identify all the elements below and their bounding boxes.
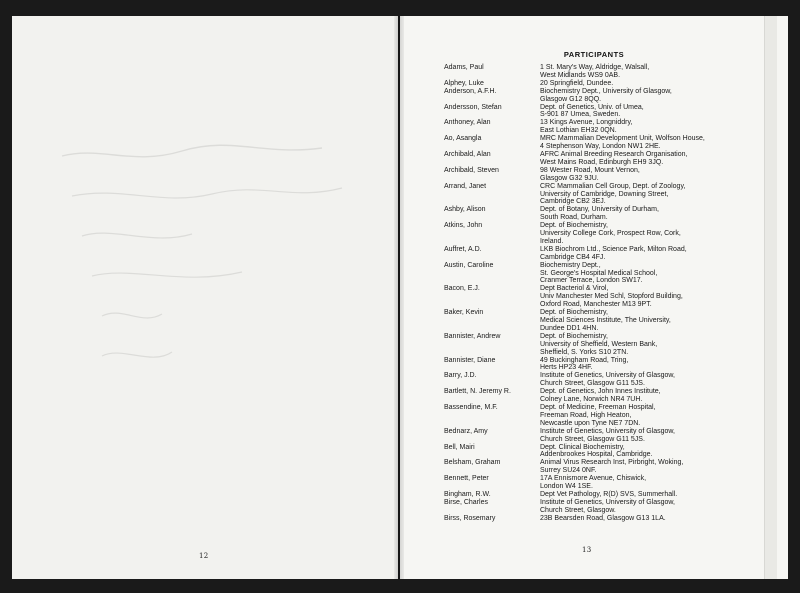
address-line: University of Cambridge, Downing Street, xyxy=(540,190,669,198)
participant-row xyxy=(444,309,754,333)
address-line: Dept. of Biochemistry, xyxy=(540,332,608,340)
participant-row xyxy=(444,499,754,515)
participant-row xyxy=(444,262,754,286)
address-line: S-901 87 Umea, Sweden. xyxy=(540,111,621,119)
participant-row xyxy=(444,222,754,246)
address-line: Glasgow G12 8QQ. xyxy=(540,95,602,103)
participant-address xyxy=(540,104,754,120)
address-line: Biochemistry Dept., University of Glasgow, xyxy=(540,87,672,95)
participant-row xyxy=(444,428,754,444)
participant-address xyxy=(540,262,754,286)
address-line: St. George's Hospital Medical School, xyxy=(540,269,658,277)
book-gutter xyxy=(394,16,404,579)
address-line: University of Sheffield, Western Bank, xyxy=(540,340,658,348)
address-line: Ireland. xyxy=(540,237,564,245)
participant-name: Belsham, Graham xyxy=(444,459,501,467)
address-line: Church Street, Glasgow. xyxy=(540,506,616,514)
participant-row xyxy=(444,285,754,309)
address-line: Herts HP23 4HF. xyxy=(540,364,593,372)
participant-row xyxy=(444,515,754,523)
address-line: CRC Mammalian Cell Group, Dept. of Zoology, xyxy=(540,182,686,190)
participant-name: Barry, J.D. xyxy=(444,372,477,380)
participant-address xyxy=(540,357,754,373)
address-line: Dept. of Biochemistry, xyxy=(540,222,608,230)
participant-name: Andersson, Stefan xyxy=(444,103,502,111)
address-line: 1 St. Mary's Way, Aldridge, Walsall, xyxy=(540,64,650,71)
participant-name: Birse, Charles xyxy=(444,498,488,506)
participant-address xyxy=(540,167,754,183)
address-line: West Midlands WS9 0AB. xyxy=(540,71,621,79)
address-line: Freeman Road, High Heaton, xyxy=(540,411,632,419)
address-line: Dept. of Genetics, Univ. of Umea, xyxy=(540,103,644,111)
address-line: Cambridge CB2 3EJ. xyxy=(540,198,606,206)
address-line: East Lothian EH32 0QN. xyxy=(540,127,617,135)
participant-row xyxy=(444,444,754,460)
book-spread xyxy=(12,16,788,579)
address-line: Dept. of Genetics, John Innes Institute, xyxy=(540,388,661,396)
address-line: 98 Wester Road, Mount Vernon, xyxy=(540,166,640,174)
address-line: West Mains Road, Edinburgh EH9 3JQ. xyxy=(540,158,664,166)
page-number-left: 12 xyxy=(199,552,209,560)
address-line: Medical Sciences Institute, The University, xyxy=(540,317,671,324)
participant-address xyxy=(540,499,754,515)
participant-address xyxy=(540,491,754,499)
address-line: Dundee DD1 4HN. xyxy=(540,324,599,332)
address-line: AFRC Animal Breeding Research Organisation, xyxy=(540,150,688,158)
participant-row xyxy=(444,491,754,499)
participant-name: Archibald, Steven xyxy=(444,166,499,174)
address-line: Cranmer Terrace, London SW17. xyxy=(540,277,643,285)
participant-address xyxy=(540,444,754,460)
participants-list xyxy=(444,64,754,523)
address-line: Institute of Genetics, University of Glasgow, xyxy=(540,427,676,435)
participant-name: Adams, Paul xyxy=(444,64,484,71)
participant-name: Birss, Rosemary xyxy=(444,514,496,522)
participant-row xyxy=(444,388,754,404)
address-line: Dept Bacteriol & Virol, xyxy=(540,285,609,293)
participant-name: Bingham, R.W. xyxy=(444,490,491,498)
participant-row xyxy=(444,119,754,135)
participant-address xyxy=(540,135,754,151)
participant-address xyxy=(540,206,754,222)
address-line: 13 Kings Avenue, Longniddry, xyxy=(540,119,633,127)
participant-row xyxy=(444,475,754,491)
participant-row xyxy=(444,135,754,151)
participant-address xyxy=(540,388,754,404)
participant-row xyxy=(444,333,754,357)
participant-name: Bednarz, Amy xyxy=(444,427,488,435)
address-line: MRC Mammalian Development Unit, Wolfson House, xyxy=(540,135,705,143)
participant-name: Ashby, Alison xyxy=(444,206,486,214)
address-line: London W4 1SE. xyxy=(540,483,593,491)
address-line: Oxford Road, Manchester M13 9PT. xyxy=(540,301,652,309)
page-edge xyxy=(764,16,777,579)
participant-name: Bassendine, M.F. xyxy=(444,403,498,411)
address-line: Addenbrookes Hospital, Cambridge. xyxy=(540,451,653,459)
participant-name: Archibald, Alan xyxy=(444,150,491,158)
address-line: Biochemistry Dept., xyxy=(540,261,601,269)
participant-row xyxy=(444,459,754,475)
participant-name: Anderson, A.F.H. xyxy=(444,87,497,95)
participant-name: Bennett, Peter xyxy=(444,475,489,483)
participant-address xyxy=(540,246,754,262)
participant-address xyxy=(540,88,754,104)
address-line: Glasgow G32 9JU. xyxy=(540,174,599,182)
participant-address xyxy=(540,80,754,88)
address-line: Institute of Genetics, University of Glasgow, xyxy=(540,372,676,380)
participant-row xyxy=(444,104,754,120)
participant-row xyxy=(444,357,754,373)
participant-row xyxy=(444,167,754,183)
participant-address xyxy=(540,372,754,388)
address-line: Church Street, Glasgow G11 5JS. xyxy=(540,380,645,388)
participant-row xyxy=(444,80,754,88)
participant-name: Arrand, Janet xyxy=(444,182,487,190)
address-line: Dept. of Medicine, Freeman Hospital, xyxy=(540,403,656,411)
address-line: Cambridge CB4 4FJ. xyxy=(540,253,606,261)
participant-name: Bacon, E.J. xyxy=(444,285,480,293)
address-line: Sheffield, S. Yorks S10 2TN. xyxy=(540,348,629,356)
page-number-right: 13 xyxy=(582,546,592,554)
address-line: Dept Vet Pathology, R(D) SVS, Summerhall. xyxy=(540,490,678,498)
participant-address xyxy=(540,222,754,246)
participant-name: Ao, Asangla xyxy=(444,135,482,143)
participant-name: Auffret, A.D. xyxy=(444,245,482,253)
participant-row xyxy=(444,372,754,388)
participants-heading: PARTICIPANTS xyxy=(563,50,625,59)
participant-address xyxy=(540,459,754,475)
address-line: Newcastle upon Tyne NE7 7DN. xyxy=(540,419,641,427)
participant-row xyxy=(444,88,754,104)
address-line: 23B Bearsden Road, Glasgow G13 1LA. xyxy=(540,514,666,522)
participant-address xyxy=(540,285,754,309)
participant-address xyxy=(540,151,754,167)
participant-address xyxy=(540,64,754,80)
participant-row xyxy=(444,206,754,222)
address-line: 4 Stephenson Way, London NW1 2HE. xyxy=(540,143,661,151)
address-line: Animal Virus Research Inst, Pirbright, Woking, xyxy=(540,459,684,467)
participant-name: Bannister, Andrew xyxy=(444,332,501,340)
participant-address xyxy=(540,428,754,444)
participant-address xyxy=(540,333,754,357)
participant-row xyxy=(444,64,754,80)
participant-address xyxy=(540,119,754,135)
address-line: Surrey SU24 0NF. xyxy=(540,467,597,475)
participant-row xyxy=(444,404,754,428)
participant-name: Austin, Caroline xyxy=(444,261,494,269)
participant-address xyxy=(540,309,754,333)
participant-name: Bell, Mairi xyxy=(444,443,475,451)
address-line: Dept. Clinical Biochemistry, xyxy=(540,443,625,451)
address-line: South Road, Durham. xyxy=(540,214,608,222)
participant-row xyxy=(444,183,754,207)
participant-name: Bannister, Diane xyxy=(444,356,496,364)
show-through-handwriting xyxy=(42,76,362,436)
address-line: Colney Lane, Norwich NR4 7UH. xyxy=(540,396,643,404)
participant-address xyxy=(540,475,754,491)
address-line: Church Street, Glasgow G11 5JS. xyxy=(540,435,645,443)
participant-address xyxy=(540,404,754,428)
participant-name: Bartlett, N. Jeremy R. xyxy=(444,388,511,396)
address-line: University College Cork, Prospect Row, Cork, xyxy=(540,230,681,238)
address-line: 20 Springfield, Dundee. xyxy=(540,79,614,87)
address-line: Univ Manchester Med Schl, Stopford Building, xyxy=(540,293,683,301)
address-line: Dept. of Biochemistry, xyxy=(540,309,608,317)
address-line: LKB Biochrom Ltd., Science Park, Milton Road, xyxy=(540,245,687,253)
participant-row xyxy=(444,151,754,167)
participant-address xyxy=(540,183,754,207)
address-line: Institute of Genetics, University of Glasgow, xyxy=(540,498,676,506)
participant-name: Atkins, John xyxy=(444,222,483,230)
participant-name: Baker, Kevin xyxy=(444,309,484,317)
participant-row xyxy=(444,246,754,262)
right-page xyxy=(400,16,788,579)
left-page xyxy=(12,16,398,579)
participant-address xyxy=(540,515,754,523)
participant-name: Alphey, Luke xyxy=(444,79,484,87)
address-line: 49 Buckingham Road, Tring, xyxy=(540,356,629,364)
address-line: 17A Ennismore Avenue, Chiswick, xyxy=(540,475,647,483)
address-line: Dept. of Botany, University of Durham, xyxy=(540,206,659,214)
participant-name: Anthoney, Alan xyxy=(444,119,491,127)
